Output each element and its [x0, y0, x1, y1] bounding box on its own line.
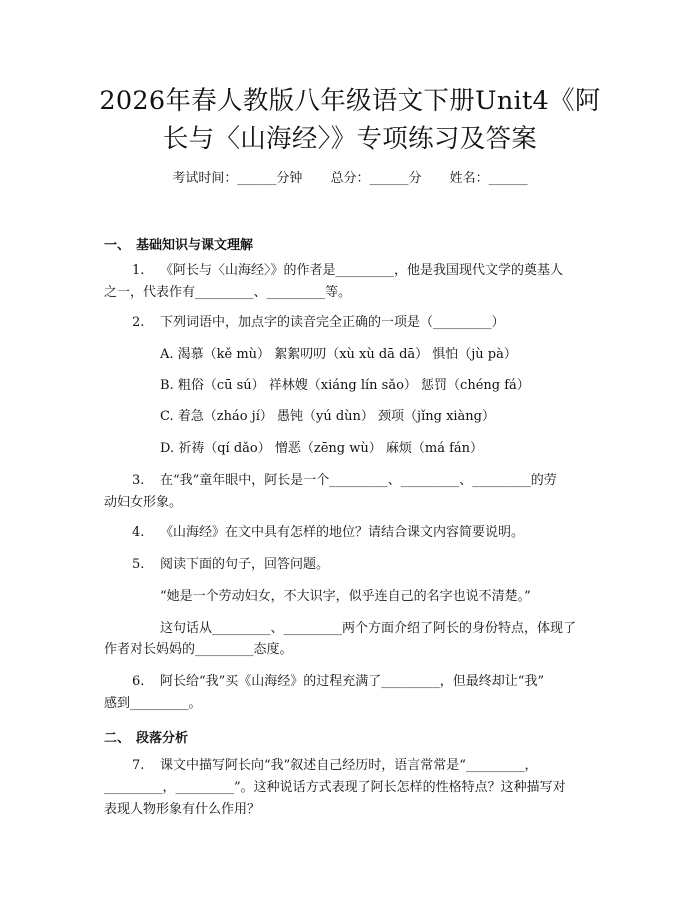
- question-number: 7.: [132, 758, 145, 773]
- section-heading-2: [104, 727, 188, 746]
- question-number: 2.: [132, 315, 145, 330]
- option-b: B. 粗俗（cū sú） 祥林嫂（xiáng lín sǎo） 惩罚（chéng fá）: [160, 378, 530, 393]
- option-c: C. 着急（zháo jí） 愚钝（yú dùn） 颈项（jǐng xiàng）: [160, 409, 495, 424]
- question-number: 1.: [132, 263, 145, 278]
- student-name: 姓名：______: [449, 171, 528, 186]
- question-text: 阿长给“我”买《山海经》的过程充满了_________，但最终却让“我”: [160, 674, 545, 689]
- section-number: 二、: [104, 731, 131, 746]
- question-6-line-2: 感到_________。: [104, 696, 202, 711]
- option-d: D. 祈祷（qí dǎo） 憎恶（zēng wù） 麻烦（má fán）: [160, 441, 484, 456]
- section-label: 基础知识与课文理解: [136, 238, 254, 253]
- question-text: 课文中描写阿长向“我”叙述自己经历时，语言常常是“_________，: [160, 758, 538, 773]
- total-score: 总分：______分: [330, 171, 422, 186]
- exam-time: 考试时间：______分钟: [172, 171, 303, 186]
- section-label: 段落分析: [136, 731, 189, 746]
- exam-meta: [0, 170, 700, 188]
- section-number: 一、: [104, 238, 131, 253]
- question-number: 6.: [132, 674, 145, 689]
- question-3-line-2: 动妇女形象。: [104, 495, 183, 510]
- question-text: 下列词语中，加点字的读音完全正确的一项是（_________）: [160, 315, 505, 330]
- question-number: 5.: [132, 557, 145, 572]
- title-line-1: 2026年春人教版八年级语文下册Unit4《阿: [99, 86, 601, 116]
- question-1-line-1: [132, 262, 563, 280]
- question-text: 阅读下面的句子，回答问题。: [160, 557, 330, 572]
- question-number: 3.: [132, 473, 145, 488]
- question-text: 在“我”童年眼中，阿长是一个_________、_________、_________的劳: [160, 473, 557, 488]
- question-7-line-2: _________，_________”。这种说话方式表现了阿长怎样的性格特点？这种描写对: [104, 780, 566, 795]
- question-number: 4.: [132, 525, 145, 540]
- question-5-line-2: 作者对长妈妈的_________态度。: [104, 642, 293, 657]
- question-7-line-3: 表现人物形象有什么作用？: [104, 802, 261, 817]
- quoted-sentence: “她是一个劳动妇女，不大识字，似乎连自己的名字也说不清楚。”: [160, 589, 531, 604]
- page-title: [60, 82, 640, 158]
- question-2: [132, 314, 505, 332]
- title-line-2: 长与〈山海经〉》专项练习及答案: [162, 124, 538, 154]
- question-4: [132, 524, 524, 542]
- question-5-line-1: 这句话从_________、_________两个方面介绍了阿长的身份特点，体现了: [160, 621, 577, 636]
- section-heading-1: [104, 234, 253, 253]
- question-6-line-1: [132, 673, 544, 691]
- question-3-line-1: [132, 472, 557, 490]
- question-1-line-2: 之一，代表作有_________、_________等。: [104, 285, 352, 300]
- question-text: 《山海经》在文中具有怎样的地位？请结合课文内容简要说明。: [160, 525, 525, 540]
- option-a: A. 渴慕（kě mù） 絮絮叨叨（xù xù dā dā） 惧怕（jù pà）: [160, 347, 517, 362]
- question-text: 《阿长与〈山海经〉》的作者是_________，他是我国现代文学的奠基人: [160, 263, 564, 278]
- question-5: [132, 556, 329, 574]
- question-7-line-1: [132, 757, 537, 775]
